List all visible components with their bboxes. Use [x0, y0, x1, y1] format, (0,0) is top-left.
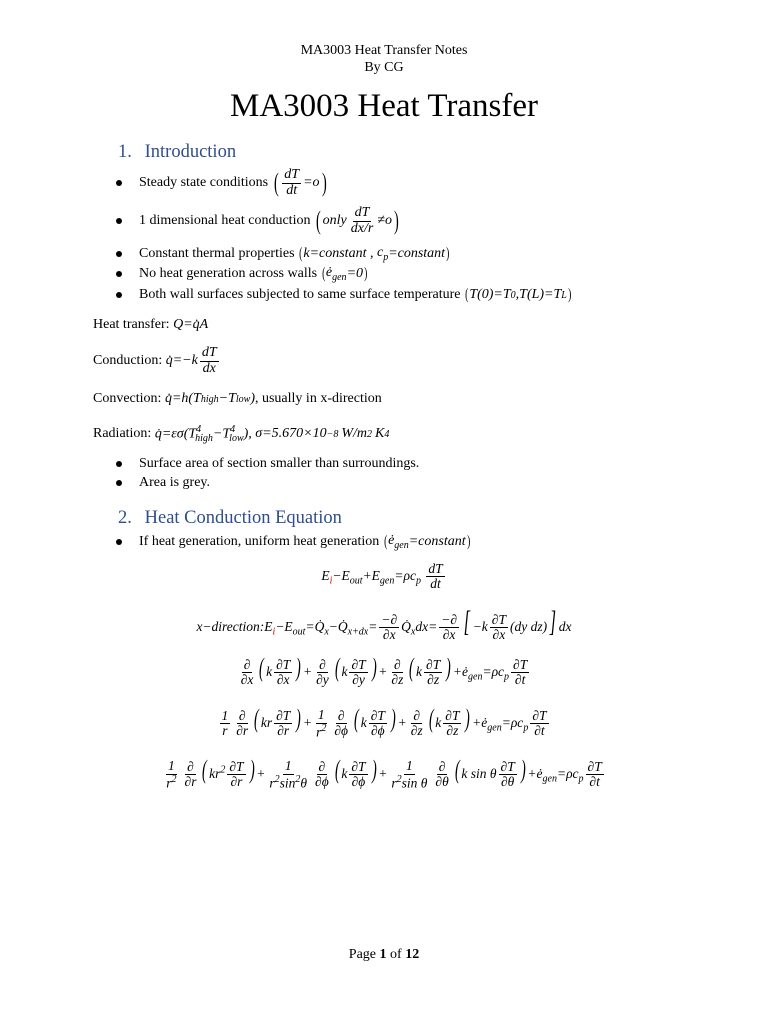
convection-line: Convection: q̇=h(T high −T low ) , usually in x-direction [93, 391, 382, 406]
section-title: Introduction [144, 142, 237, 162]
radiation-line: Radiation: $q̇=\varepsilon\sigma(T^4_{high}-T^4_{low})$, σ=5.670×10 −8 W/m 2 K 4 [93, 424, 390, 445]
bullet-uniform-generation: If heat generation, uniform heat generation ( $ė_{gen}$ =constant ) [116, 533, 471, 551]
page-footer: Page 1 of 12 [348, 947, 420, 962]
page-title: MA3003 Heat Transfer [230, 88, 538, 124]
spherical-heat-equation: $\frac{1}{r^2}$ $\frac{\partial}{\partial r}$ ( $kr^2$ $\frac{\partial T}{\partial r}$ ) + $\frac{1}{r^2\sin^2\theta}$ $\frac{\partial}{\partial\phi}$ ( k $\frac{\partial T}{\partial\phi}$ ) + $\frac{1}{r^2\sin \theta}$ $\frac{\partial}{\partial\theta}$ ( k sin θ $\frac{\partial T}{\partial\theta}$ ) $+ė_{gen}=\rho c_p$ $\frac{\partial T}{\partial t}$ [166, 755, 602, 791]
heat-transfer-line: Heat transfer: Q=q̇A [93, 317, 209, 332]
section-heading-conduction-equation [118, 508, 342, 529]
running-header-course: MA3003 Heat Transfer Notes [300, 43, 468, 58]
section-title: Heat Conduction Equation [144, 508, 342, 528]
bullet-steady-state: Steady state conditions ( $\frac{dT}{dt}$ =o ) [116, 168, 328, 198]
bullet-icon [116, 480, 122, 486]
bullet-icon [116, 271, 122, 277]
bullet-one-dimensional: 1 dimensional heat conduction ( only $\frac{dT}{dx/r}$ ≠o ) [116, 206, 401, 236]
bullet-no-heat-generation: No heat generation across walls ( $ė_{gen}$ =0 ) [116, 265, 368, 283]
bullet-icon [116, 180, 122, 186]
x-direction-equation: $x-direction:E_i-E_{out}=Q̇_x-Q̇_{x+dx}=$ $\frac{-\partial}{\partial x}$ $Q̇_xdx=$ $\frac{-\partial}{\partial x}$ [ −k $\frac{\partial T}{\partial x}$ (dy dz)] dx [196, 605, 572, 643]
section-number: 2. [118, 508, 132, 528]
total-page-count: 12 [405, 947, 420, 962]
section-heading-introduction [118, 142, 236, 163]
bullet-icon [116, 539, 122, 545]
bullet-icon [116, 461, 122, 467]
cartesian-heat-equation: $\frac{\partial}{\partial x}$ ( k $\frac{\partial T}{\partial x}$ ) + $\frac{\partial}{\partial y}$ ( k $\frac{\partial T}{\partial y}$ ) + $\frac{\partial}{\partial z}$ ( k $\frac{\partial T}{\partial z}$ ) $+ė_{gen}=\rho c_p$ $\frac{\partial T}{\partial t}$ [240, 653, 528, 688]
bullet-same-surface-temp: Both wall surfaces subjected to same surface temperature ( T(0)=T 0 ,T(L)=T L ) [116, 286, 572, 304]
section-number: 1. [118, 142, 132, 162]
math-fraction: $\frac{dT}{dx}$ [201, 345, 217, 376]
cylindrical-heat-equation: $\frac{1}{r}$ $\frac{\partial}{\partial r}$ ( kr $\frac{\partial T}{\partial r}$ ) + $\frac{1}{r^2}$ $\frac{\partial}{\partial\phi}$ ( k $\frac{\partial T}{\partial\phi}$ ) + $\frac{\partial}{\partial z}$ ( k $\frac{\partial T}{\partial z}$ ) $+ė_{gen}=\rho c_p$ $\frac{\partial T}{\partial t}$ [221, 704, 547, 740]
conduction-line: Conduction: q̇=−k $\frac{dT}{dx}$ [93, 345, 217, 376]
energy-balance-equation: $E_i-E_{out}+E_{gen}=\rho c_p$ $\frac{dT}{dt}$ [321, 561, 443, 592]
bullet-constant-properties: Constant thermal properties ( k=constant , $c_p$ =constant ) [116, 245, 450, 263]
bullet-icon [116, 292, 122, 298]
running-header-author: By CG [364, 60, 404, 75]
current-page-number: 1 [379, 947, 387, 962]
math-fraction: $\frac{dT}{dx/r}$ [350, 205, 374, 236]
bullet-icon [116, 251, 122, 257]
math-fraction: $\frac{dT}{dt}$ [284, 167, 300, 198]
bullet-area-grey: Area is grey. [116, 475, 210, 491]
bullet-icon [116, 218, 122, 224]
bullet-surface-area: Surface area of section smaller than surroundings. [116, 456, 419, 472]
